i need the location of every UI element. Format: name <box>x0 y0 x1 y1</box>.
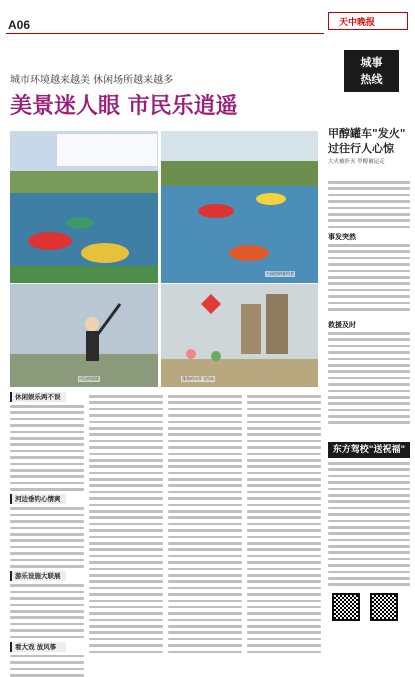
side-story-subtitle: 大火被扑灭 甲醇被运走 <box>328 159 385 165</box>
subhead-2: 河边垂钓心情爽 <box>10 494 66 504</box>
article-column-3 <box>168 395 242 657</box>
lead-paragraph-box <box>57 134 157 166</box>
photo-caption-fisher: 公园里的垂钓者 <box>266 271 294 276</box>
side-story-title <box>328 126 405 156</box>
qr-code <box>332 593 360 621</box>
ad-title: 东方驾校"送祝福" <box>328 442 410 458</box>
section-tag-line-1: 城事 <box>360 56 383 69</box>
photo-caption-exercise: 河边的晨练 <box>79 376 99 381</box>
section-tag-line-2: 热线 <box>360 73 383 86</box>
side-story-body-3 <box>328 332 410 428</box>
photo-kite-flyer <box>10 284 158 387</box>
headline: 美景迷人眼 市民乐逍遥 <box>10 94 238 119</box>
section-tag <box>344 50 399 92</box>
qr-code-2 <box>370 593 398 621</box>
header-rule <box>6 33 324 34</box>
article-column-2 <box>89 395 163 657</box>
photo-caption-kites: 蓬勃的风筝飞得高 <box>182 376 214 381</box>
subhead-3: 游乐设施大联展 <box>10 571 66 581</box>
photo-boats-river <box>161 131 318 283</box>
side-story-title-line-2: 过往行人心惊 <box>328 142 394 155</box>
masthead <box>0 0 415 40</box>
subhead-1: 休闲娱乐两不误 <box>10 392 66 402</box>
brand-name: 天中晚报 <box>339 18 376 28</box>
ad-body <box>328 462 410 590</box>
side-story-body-1 <box>328 181 410 232</box>
page-number: A06 <box>8 18 31 32</box>
subhead-4: 看大戏 放风筝 <box>10 642 66 652</box>
article-column-1 <box>10 392 84 677</box>
photo-kites <box>161 284 318 387</box>
side-story-section-2: 救援及时 <box>328 321 356 329</box>
side-story-section-1: 事发突然 <box>328 233 356 241</box>
kicker: 城市环境越来越美 休闲场所越来越多 <box>10 75 174 86</box>
side-story-body-2 <box>328 244 410 314</box>
article-column-4 <box>247 395 321 657</box>
side-story-title-line-1: 甲醇罐车"发火" <box>328 127 406 140</box>
brand-logo <box>328 12 408 30</box>
